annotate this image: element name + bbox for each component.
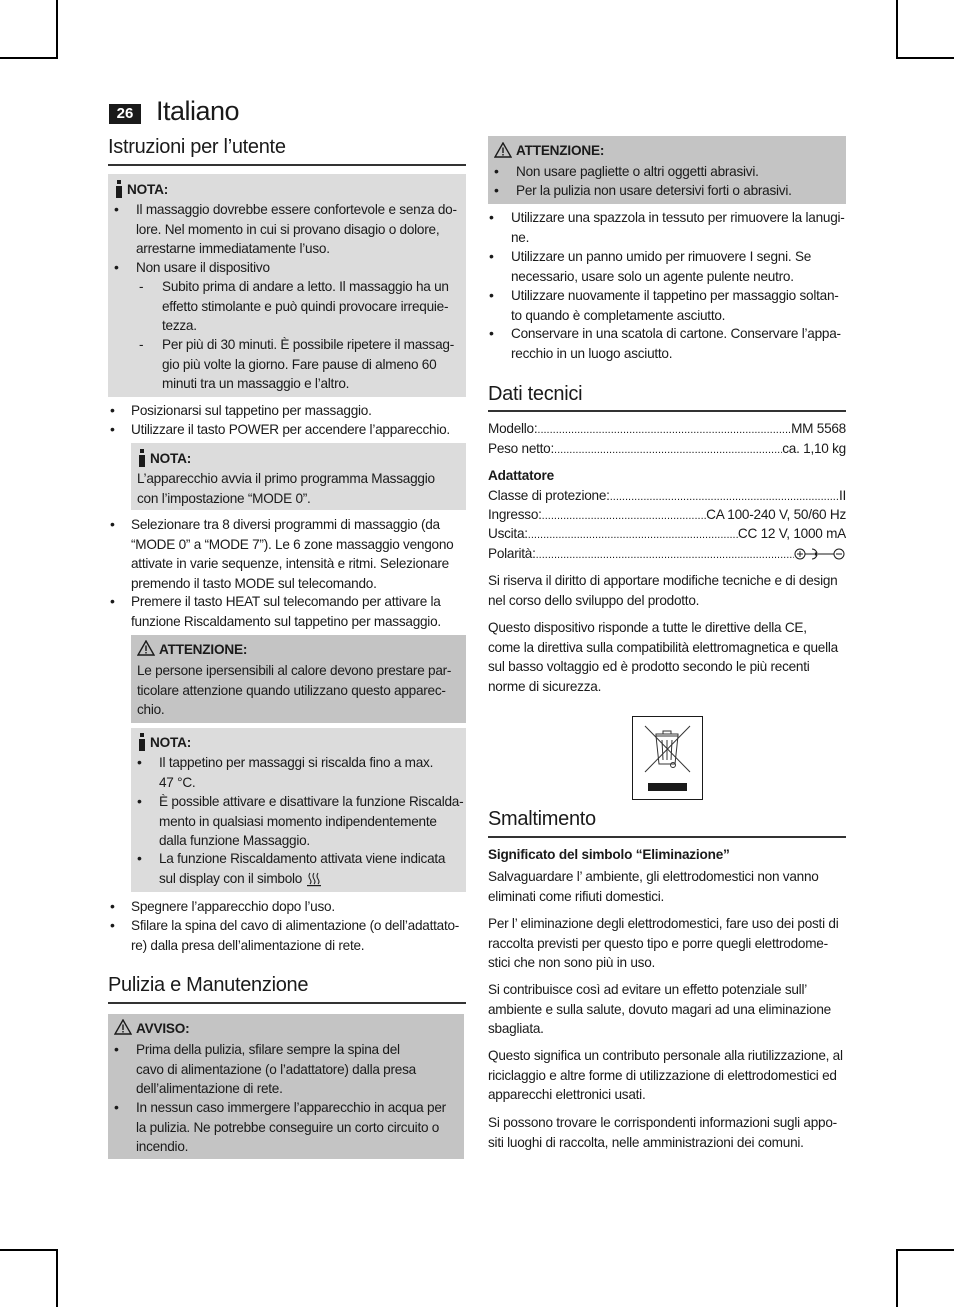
step-text: Spegnere l’apparecchio dopo l’uso. — [131, 899, 335, 914]
section-rule — [108, 1002, 466, 1004]
warning-label: AVVISO: — [136, 1021, 190, 1036]
note-text: L’apparecchio avvia il primo programma Massaggio con l’impostazione “MODE 0”. — [137, 471, 435, 506]
bullet: • — [494, 163, 499, 179]
note-text: Il tappetino per massaggi si riscalda fino a max. 47 °C. — [159, 755, 434, 790]
page-title: Italiano — [156, 96, 240, 126]
note-label: NOTA: — [150, 451, 192, 466]
crop-mark — [896, 1249, 954, 1251]
spec-row-class: Classe di protezione: ..... II — [488, 486, 846, 508]
warning-icon — [494, 142, 512, 158]
bullet: • — [110, 898, 115, 914]
step-text: Posizionarsi sul tappetino per massaggio. — [131, 403, 372, 418]
bullet: • — [489, 287, 494, 303]
spec-row-model: Modello: ..... MM 5568 — [488, 419, 846, 441]
crop-mark — [0, 1249, 58, 1251]
note-text: Per più di 30 minuti. È possibile ripetere il massag- gio più volte la giorno. Fare pause di almeno 60 minuti tra un massaggio e l’altro. — [162, 337, 454, 391]
crop-mark — [896, 57, 954, 59]
bullet: • — [137, 850, 142, 866]
bullet: • — [110, 593, 115, 609]
cleaning-text: Utilizzare nuovamente il tappetino per massaggio soltan- to quando è completamente asciutto. — [511, 288, 839, 323]
note-text: Non usare il dispositivo — [136, 260, 270, 275]
warning-text: Per la pulizia non usare detersivi forti o abrasivi. — [516, 183, 792, 198]
bullet: • — [137, 793, 142, 809]
warning-text: Le persone ipersensibili al calore devono prestare par- ticolare attenzione quando utilizzano questo apparec- chio. — [137, 663, 452, 717]
dash: - — [139, 279, 144, 294]
disposal-paragraph: Questo significa un contributo personale alla riutilizzazione, al riciclaggio e altre forme di utilizzazione di elettrodomestici ed apparecchi elettronici usati. — [488, 1048, 843, 1102]
spec-row-output: Uscita: ..... CC 12 V, 1000 mA — [488, 524, 846, 546]
symbol-heading: Significato del simbolo “Eliminazione” — [488, 847, 730, 862]
specs-paragraph: Questo dispositivo risponde a tutte le direttive della CE, come la direttiva sulla compatibilità elettromagnetica e quella sul basso voltaggio ed è prodotto secondo le più recenti norme di sicurezza. — [488, 620, 838, 694]
polarity-symbol-icon — [794, 547, 846, 561]
bullet: • — [114, 1099, 119, 1115]
heat-symbol-icon — [306, 871, 322, 887]
step-text: Sfilare la spina del cavo di alimentazione (o dell’adattato- re) dalla presa dell’alimentazione di rete. — [131, 918, 460, 953]
dash: - — [139, 337, 144, 352]
spec-row-polarity: Polarità: ..... — [488, 544, 794, 566]
bullet: • — [110, 917, 115, 933]
bullet: • — [494, 182, 499, 198]
section-title-specs: Dati tecnici — [488, 383, 583, 405]
step-text: Utilizzare il tasto POWER per accendere l’apparecchio. — [131, 422, 450, 437]
note-label: NOTA: — [150, 735, 192, 750]
adapter-heading: Adattatore — [488, 468, 554, 483]
section-title-disposal: Smaltimento — [488, 808, 596, 830]
section-rule — [488, 836, 846, 838]
note-text: Subito prima di andare a letto. Il massaggio ha un effetto stimolante e può quindi provocare irrequie- tezza. — [162, 279, 449, 333]
bullet: • — [114, 259, 119, 275]
bullet: • — [489, 325, 494, 341]
note-label: NOTA: — [127, 182, 169, 197]
step-text: Premere il tasto HEAT sul telecomando per attivare la funzione Riscaldamento sul tappetino per massaggio. — [131, 594, 441, 629]
weee-bin-icon — [632, 716, 703, 800]
crop-mark — [896, 1249, 898, 1307]
crop-mark — [896, 0, 898, 58]
info-icon — [137, 449, 147, 467]
info-icon — [137, 733, 147, 751]
bullet: • — [489, 248, 494, 264]
info-icon — [114, 180, 124, 198]
note-text: È possible attivare e disattivare la funzione Riscalda- mento in qualsiasi momento indipendentemente dalla funzione Massaggio. — [159, 794, 464, 848]
section-title-instructions: Istruzioni per l’utente — [108, 136, 286, 158]
bullet: • — [489, 209, 494, 225]
warning-icon — [137, 640, 155, 656]
crop-mark — [56, 0, 58, 58]
crop-mark — [56, 1249, 58, 1307]
step-text: Selezionare tra 8 diversi programmi di massaggio (da “MODE 0” a “MODE 7”). Le 6 zone massaggio vengono attivate in varie sequenze, intensità e ritmi. Selezionare premendo il tasto MODE sul telecomando. — [131, 517, 454, 591]
section-title-cleaning: Pulizia e Manutenzione — [108, 974, 309, 996]
bullet: • — [110, 402, 115, 418]
crop-mark — [0, 57, 58, 59]
cleaning-text: Utilizzare una spazzola in tessuto per rimuovere la lanugi- ne. — [511, 210, 845, 245]
bullet: • — [137, 754, 142, 770]
specs-paragraph: Si riserva il diritto di apportare modifiche tecniche e di design nel corso dello sviluppo del prodotto. — [488, 573, 838, 608]
cleaning-text: Utilizzare un panno umido per rimuovere I segni. Se necessario, usare solo un agente pulente neutro. — [511, 249, 812, 284]
disposal-paragraph: Salvaguardare l’ ambiente, gli elettrodomestici non vanno eliminati come rifiuti domestici. — [488, 869, 819, 904]
warning-label: ATTENZIONE: — [159, 642, 248, 657]
spec-row-weight: Peso netto: ..... ca. 1,10 kg — [488, 439, 846, 461]
page-number: 26 — [109, 104, 141, 124]
note-text: Il massaggio dovrebbe essere confortevole e senza do- lore. Nel momento in cui si provano disagio o dolore, arrestarne immediatamente l’uso. — [136, 202, 457, 256]
warning-text: Prima della pulizia, sfilare sempre la spina del cavo di alimentazione (o l’adattatore) dalla presa dell’alimentazione di rete. — [136, 1042, 416, 1096]
warning-label: ATTENZIONE: — [516, 143, 605, 158]
disposal-paragraph: Per l’ eliminazione degli elettrodomestici, fare uso dei posti di raccolta previsti per questo tipo e porre quegli elettrodome- stici che non sono più in uso. — [488, 916, 839, 970]
note-text: La funzione Riscaldamento attivata viene indicata sul display con il simbolo — [159, 851, 446, 886]
spec-row-input: Ingresso: ..... CA 100-240 V, 50/60 Hz — [488, 505, 846, 527]
warning-text: In nessun caso immergere l’apparecchio in acqua per la pulizia. Ne potrebbe conseguire un corto circuito o incendio. — [136, 1100, 446, 1154]
bullet: • — [114, 201, 119, 217]
section-rule — [488, 410, 846, 412]
section-rule — [108, 164, 466, 166]
disposal-paragraph: Si contribuisce così ad evitare un effetto potenziale sull’ ambiente e sulla salute, dovuto magari ad una eliminazione sbagliata. — [488, 982, 831, 1036]
cleaning-text: Conservare in una scatola di cartone. Conservare l’appa- recchio in un luogo asciutto. — [511, 326, 841, 361]
disposal-paragraph: Si possono trovare le corrispondenti informazioni sugli appo- siti luoghi di raccolta, nelle amministrazioni dei comuni. — [488, 1115, 837, 1150]
bullet: • — [110, 421, 115, 437]
warning-icon — [114, 1019, 132, 1035]
warning-text: Non usare pagliette o altri oggetti abrasivi. — [516, 164, 759, 179]
bullet: • — [114, 1041, 119, 1057]
bullet: • — [110, 516, 115, 532]
